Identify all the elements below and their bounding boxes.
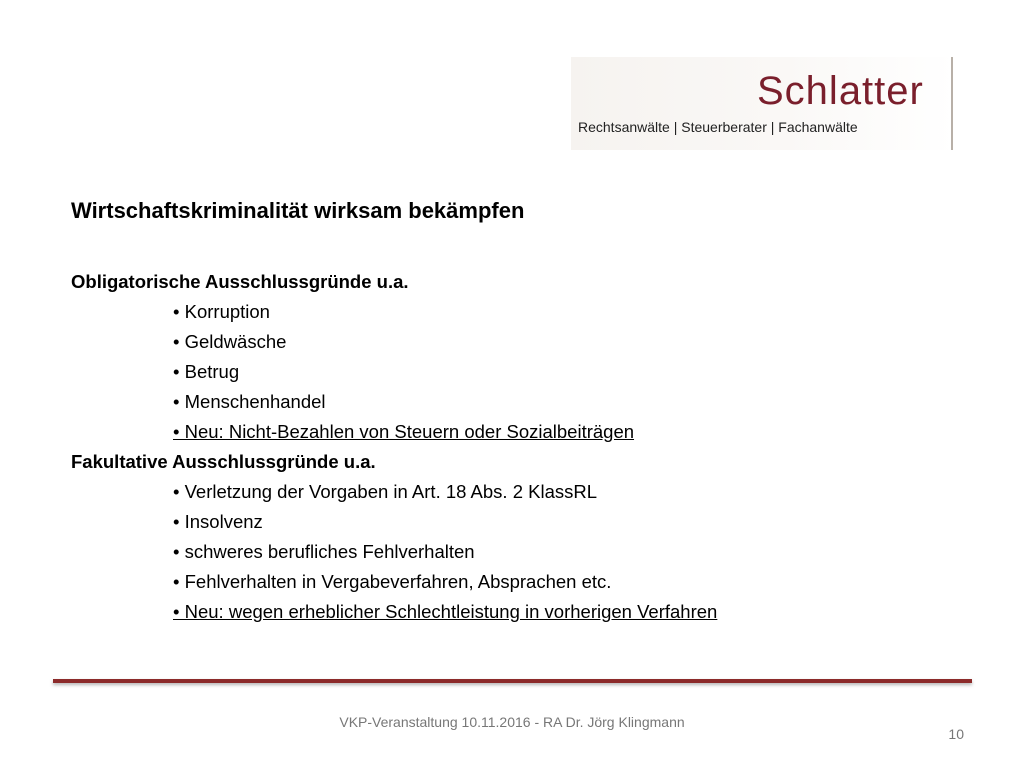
list-item-new-text: • Neu: Nicht-Bezahlen von Steuern oder Sozialbeiträgen — [173, 421, 635, 442]
list-item-new — [71, 417, 971, 447]
company-logo — [571, 57, 955, 150]
section-heading-optional: Fakultative Ausschlussgründe u.a. — [71, 451, 376, 472]
list-item: • Verletzung der Vorgaben in Art. 18 Abs. 2 KlassRL — [173, 481, 598, 502]
logo-tagline: Rechtsanwälte | Steuerberater | Fachanwälte — [578, 119, 858, 135]
logo-divider — [951, 57, 953, 150]
section-heading-obligatory: Obligatorische Ausschlussgründe u.a. — [71, 271, 409, 292]
list-item: • Geldwäsche — [173, 331, 287, 352]
list-item: • Korruption — [173, 301, 270, 322]
list-item-new-text: • Neu: wegen erheblicher Schlechtleistung in vorherigen Verfahren — [173, 601, 718, 622]
slide-content — [71, 267, 971, 627]
logo-name: Schlatter — [757, 69, 924, 113]
list-item: • Betrug — [173, 361, 240, 382]
list-item: • Fehlverhalten in Vergabeverfahren, Absprachen etc. — [173, 571, 612, 592]
slide-title: Wirtschaftskriminalität wirksam bekämpfen — [71, 198, 525, 223]
page-number: 10 — [948, 726, 964, 742]
footer-divider — [53, 679, 972, 683]
list-item: • schweres berufliches Fehlverhalten — [173, 541, 475, 562]
footer-text: VKP-Veranstaltung 10.11.2016 - RA Dr. Jörg Klingmann — [339, 714, 685, 730]
list-item: • Insolvenz — [173, 511, 263, 532]
list-item-new — [71, 597, 971, 627]
list-item: • Menschenhandel — [173, 391, 326, 412]
